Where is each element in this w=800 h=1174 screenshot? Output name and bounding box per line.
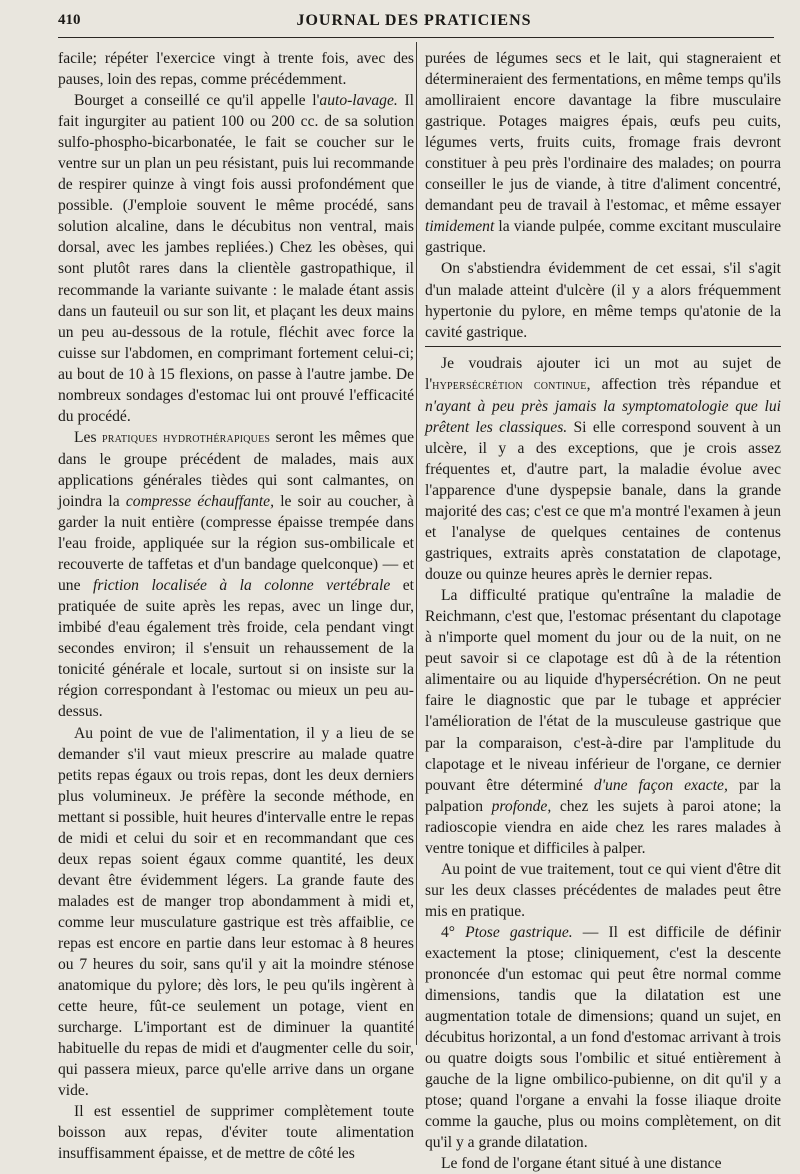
italic-term: friction localisée à la colonne vertébrale [93,577,391,595]
text-run: la viande pulpée, comme excitant musculaire gastrique. [425,218,781,257]
text-run: Je voudrais ajouter ici un mot au sujet de l' [425,354,781,393]
column-divider [416,42,417,1045]
paragraph [425,922,781,1154]
running-title: JOURNAL DES PRATICIENS [296,12,532,29]
italic-term: compresse échauffante, [125,492,274,510]
italic-term: profonde, [491,797,552,815]
text-run: Bourget a conseillé ce qu'il appelle l' [74,92,320,110]
left-column [58,48,414,1164]
italic-term: Ptose gastrique. [465,923,573,941]
paragraph [425,48,781,258]
italic-term: timidement [425,218,495,236]
text-run: La difficulté pratique qu'entraîne la maladie de Reichmann, c'est que, l'estomac présentant du clapotage à n'importe quel moment du jour ou de la nuit, on ne peut savoir si ce clapotage est dû à de la rétention alimentaire ou au liquide d'hypersécrétion. On ne peut faire le diagnostic que par le tubage et apprécier l'amélioration de l'état de la musculeuse gastrique que par la comparaison, c'est-à-dire par l'amplitude du clapotage et le niveau inférieur de l'organe, ce dernier pouvant être déterminé [425,587,781,794]
paragraph: Il est essentiel de supprimer complètement toute boisson aux repas, d'éviter toute alimentation insuffisamment épaisse, et de mettre de côté les [58,1103,414,1163]
page-header [58,10,770,34]
italic-term: auto-lavage. [319,92,398,110]
paragraph [425,585,781,859]
text-run: purées de légumes secs et le lait, qui stagneraient et détermineraient des fermentations, en même temps qu'ils amolliraient encore davantage la fibre musculaire gastrique. Potages maigres épais, œufs peu cuits, légumes verts, fruits cuits, fromage frais devront constituer à peu près l'ordinaire des malades; on pourra conseiller le jus de viande, à titre d'aliment concentré, demandant peu de travail à l'estomac, et même essayer [425,50,781,215]
small-caps-term: hypersécrétion continue [432,376,587,393]
text-run: le soir au coucher, à garder la nuit entière (compresse épaisse trempée dans l'eau froide, appliquée sur la région sus-ombilicale et recouverte de taffetas et d'un bandage quelconque) — et une [58,492,414,595]
paragraph: Le fond de l'organe étant situé à une distance [441,1155,722,1173]
text-run: 4° [441,923,466,941]
italic-term: d'une façon exacte, [593,776,728,794]
paragraph [58,90,414,427]
text-run: Il fait ingurgiter au patient 100 ou 200 cc. de sa solution sulfo-phospho-bicarbonatée, le fait se coucher sur le ventre sur un plan un peu résistant, puis lui recommande de respirer quinze à vingt fois aussi profondément que possible. (J'emploie souvent le même procédé, sans solution alcaline, dans le décubitus non ventral, mais dorsal, avec les jambes repliées.) Chez les obèses, qui sont plutôt rares dans la clientèle gastropathique, il recommande la variante suivante : le malade étant assis dans un fauteuil ou sur son lit, et plaçant les deux mains un peu au-dessous de la rotule, fléchit avec force la cuisse sur l'abdomen, en comprimant fortement celui-ci; au bout de 10 à 15 flexions, on passe à l'autre jambe. De nombreux sondages d'estomac lui ont prouvé l'efficacité du procédé. [58,92,414,425]
page-number: 410 [58,12,81,28]
text-run: Si elle correspond souvent à un ulcère, il y a des exceptions, que je crois assez fréquentes et, d'autre part, la maladie évolue avec l'apparence d'une dyspepsie banale, dans la grande majorité des cas; c'est ce que m'a montré l'examen à jeun et l'analyse de quelques centaines de contenus gastriques, extraits après constatation de clapotage, douze ou quinze heures après le dernier repas. [425,418,781,584]
text-run: seront les mêmes que dans le groupe précédent de malades, mais aux applications générales tièdes qui sont calmantes, on joindra la [58,428,414,510]
text-run: Les [74,428,102,446]
small-caps-term: pratiques hydrothérapiques [101,429,271,446]
text-run: par la palpation [425,776,781,815]
text-run: et pratiquée de suite après les repas, avec un linge dur, imbibé d'eau également très froide, cela pendant vingt secondes environ; il s'ensuit un rehaussement de la tonicité générale et locale, surtout si on insiste sur la région correspondant à l'estomac ou mieux un peu au-dessus. [58,577,415,721]
paragraph: Au point de vue traitement, tout ce qui vient d'être dit sur les deux classes précédentes de malades peut être mis en pratique. [425,860,781,920]
text-run: — Il est difficile de définir exactement la ptose; cliniquement, c'est la descente prononcée d'un estomac qui peut être normal comme dimensions, tandis que la dilatation est une augmentation totale de dimensions; quand un sujet, en décubitus horizontal, a un fond d'estomac arrivant à trois ou quatre doigts sous l'ombilic et situé entièrement à gauche de la ligne ombilico-pubienne, on dit qu'il y a ptose; quand l'organe a envahi la fosse iliaque droite comme la gauche, plus ou moins complètement, on dit qu'il y a grande dilatation. [425,923,781,1152]
paragraph [425,353,781,586]
right-column [425,48,781,1174]
section-divider [425,346,781,347]
paragraph: facile; répéter l'exercice vingt à trente fois, avec des pauses, loin des repas, comme précédemment. [58,50,414,89]
text-run: chez les sujets à paroi atone; la radioscopie viendra en aide chez les rares malades à ventre tonique et difficiles à palper. [425,797,781,857]
header-rule [58,37,774,38]
paragraph: Au point de vue de l'alimentation, il y a lieu de se demander s'il vaut mieux prescrire au malade quatre petits repas égaux ou trois repas, dont les deux derniers plus volumineux. Je préfère la seconde méthode, en mettant si possible, huit heures d'intervalle entre le repas de midi et celui du soir et en recommandant que ces deux repas soient égaux comme quantité, les deux devant être évidemment légers. La grande faute des malades est de manger trop abondamment à midi et, comme leur musculature gastrique est très affaiblie, ce repas est encore en partie dans leur estomac à 8 heures ou 7 heures du soir, sans qu'il y ait la moindre sténose anatomique du pylore; dès lors, le peu qu'ils ingèrent à cette heure, fût-ce seulement un potage, vient en surcharge. L'important est de diminuer la quantité habituelle du repas de midi et d'augmenter celle du soir, qui passera mieux, parce qu'elle arrive dans un organe vide. [58,724,414,1100]
paragraph: On s'abstiendra évidemment de cet essai, s'il s'agit d'un malade atteint d'ulcère (il y a alors fréquemment hypertonie du pylore, en même temps qu'atonie de la cavité gastrique. [425,260,781,341]
text-run: , affection très répandue et [586,375,781,393]
paragraph [58,427,414,723]
italic-term: n'ayant à peu près jamais la symptomatologie que lui prêtent les classiques. [425,397,781,436]
